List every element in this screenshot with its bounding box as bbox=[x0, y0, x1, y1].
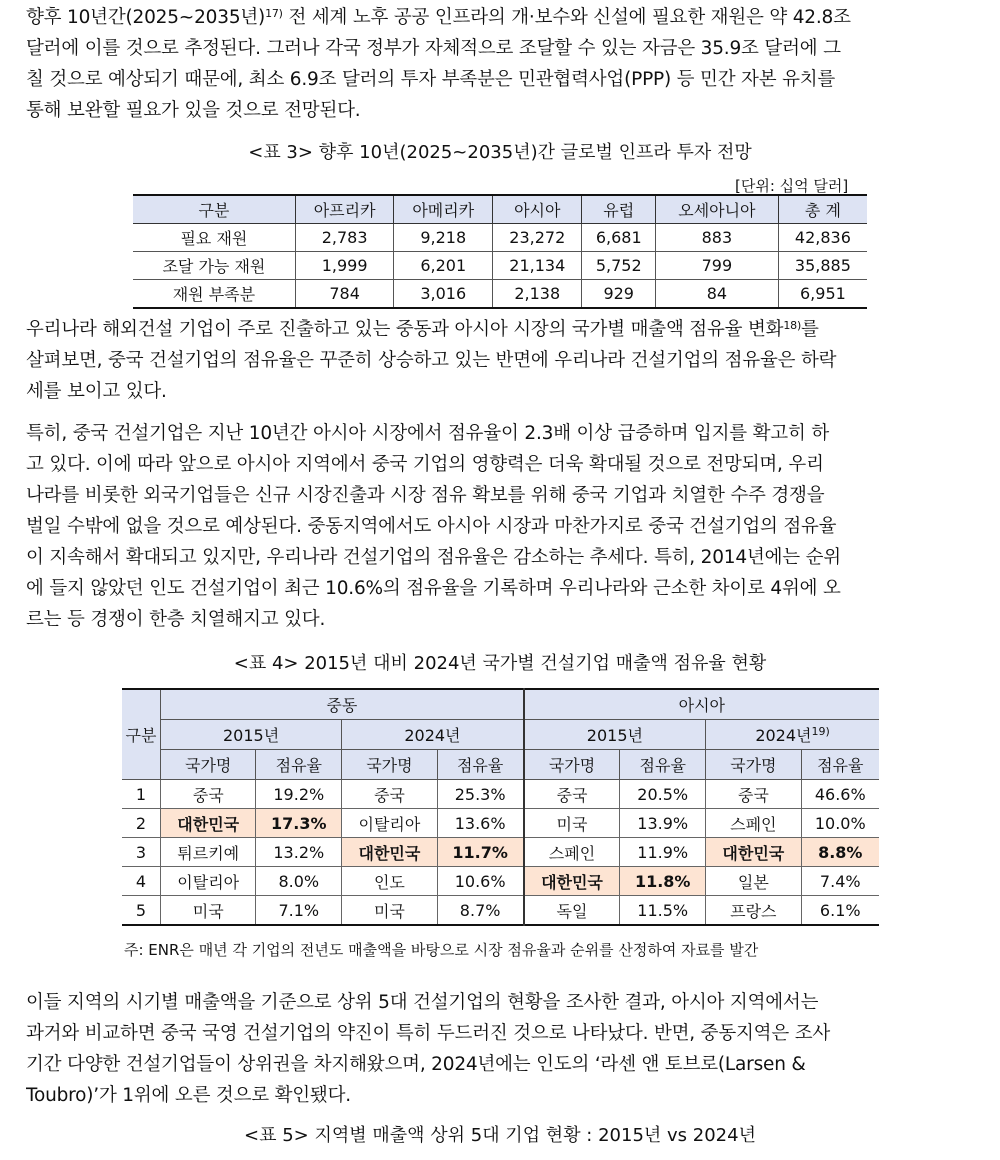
paragraph-market-share-change: 우리나라 해외건설 기업이 주로 진출하고 있는 중동과 아시아 시장의 국가별 매출액 점유율 변화$^{18)}$를 살펴보면, 중국 건설기업의 점유율은 꾸준히 상승하고 있는 반면에 우리나라 건설기업의 점유율은 하락 세를 보이고 있다. bbox=[26, 319, 837, 402]
year-header: 2024년$^{19)}$ bbox=[706, 720, 879, 750]
country-cell-highlight: 대한민국 bbox=[706, 838, 801, 867]
footnote-19: 19) bbox=[811, 725, 830, 738]
paragraph-china-growth: 특히, 중국 건설기업은 지난 10년간 아시아 시장에서 점유율이 2.3배 이상 급증하며 입지를 확고히 하 고 있다. 이에 따라 앞으로 아시아 지역에서 중국 기업의 영향력은 더욱 확대될 것으로 전망되며, 우리 나라를 비롯한 외국기업들은 신규 시장진출과 시장 점유 확보를 위해 중국 기업과 치열한 수주 경쟁을 벌일 수밖에 없을 것으로 예상된다. 중동지역에서도 아시아 시장과 마찬가지로 중국 건설기업의 점유율 이 지속해서 확대되고 있지만, 우리나라 건설기업의 점유율은 감소하는 추세다. 특히, 2014년에는 순위 에 들지 않았던 인도 건설기업이 최근 10.6%의 점유율을 기록하며 우리나라와 근소한 차이로 4위에 오 르는 등 경쟁이 한층 치열해지고 있다. bbox=[26, 423, 841, 630]
table-row bbox=[122, 809, 879, 838]
row-label: 재원 부족분 bbox=[133, 280, 295, 309]
country-cell: 인도 bbox=[342, 867, 437, 896]
group-header: 구분 bbox=[122, 689, 161, 780]
share-cell: 11.5% bbox=[620, 896, 706, 926]
table-cell: 23,272 bbox=[493, 224, 582, 252]
country-cell: 중국 bbox=[161, 780, 256, 809]
table3-unit: [단위: 십억 달러] bbox=[735, 177, 849, 195]
footnote-17: 17) bbox=[265, 7, 283, 20]
share-cell: 7.4% bbox=[801, 867, 879, 896]
col-header: 국가명 bbox=[706, 750, 801, 780]
header-cell: 아프리카 bbox=[295, 195, 394, 224]
share-cell-highlight: 11.8% bbox=[620, 867, 706, 896]
table-cell: 929 bbox=[582, 280, 655, 309]
table-row bbox=[122, 896, 879, 926]
share-cell: 13.9% bbox=[620, 809, 706, 838]
share-cell-highlight: 17.3% bbox=[256, 809, 342, 838]
share-cell: 13.6% bbox=[437, 809, 524, 838]
country-cell: 스페인 bbox=[706, 809, 801, 838]
country-cell: 중국 bbox=[706, 780, 801, 809]
share-cell: 25.3% bbox=[437, 780, 524, 809]
table-row bbox=[122, 867, 879, 896]
table-header-row bbox=[133, 195, 867, 224]
table-header-row bbox=[122, 720, 879, 750]
table-cell: 3,016 bbox=[394, 280, 493, 309]
infra-investment-table bbox=[133, 194, 867, 309]
share-cell: 6.1% bbox=[801, 896, 879, 926]
region-header-asia: 아시아 bbox=[524, 689, 879, 720]
country-cell: 이탈리아 bbox=[161, 867, 256, 896]
market-share-table bbox=[122, 688, 879, 926]
row-label: 조달 가능 재원 bbox=[133, 252, 295, 280]
country-cell: 독일 bbox=[524, 896, 620, 926]
col-header: 점유율 bbox=[620, 750, 706, 780]
year-header: 2015년 bbox=[161, 720, 342, 750]
share-cell: 11.9% bbox=[620, 838, 706, 867]
country-cell: 스페인 bbox=[524, 838, 620, 867]
footnote-18: 18) bbox=[783, 319, 802, 332]
country-cell: 중국 bbox=[342, 780, 437, 809]
col-header: 점유율 bbox=[801, 750, 879, 780]
table4-note: 주: ENR은 매년 각 기업의 전년도 매출액을 바탕으로 시장 점유율과 순위를 산정하여 자료를 발간 bbox=[124, 941, 759, 959]
country-cell-highlight: 대한민국 bbox=[161, 809, 256, 838]
country-cell-highlight: 대한민국 bbox=[524, 867, 620, 896]
table-cell: 6,951 bbox=[778, 280, 867, 309]
table-cell: 799 bbox=[655, 252, 778, 280]
table-row bbox=[122, 780, 879, 809]
share-cell: 7.1% bbox=[256, 896, 342, 926]
table-cell: 1,999 bbox=[295, 252, 394, 280]
table-row bbox=[133, 252, 867, 280]
country-cell: 미국 bbox=[342, 896, 437, 926]
col-header: 국가명 bbox=[161, 750, 256, 780]
country-cell: 미국 bbox=[524, 809, 620, 838]
share-cell: 10.0% bbox=[801, 809, 879, 838]
share-cell: 20.5% bbox=[620, 780, 706, 809]
header-cell: 오세아니아 bbox=[655, 195, 778, 224]
table-row bbox=[133, 280, 867, 309]
header-cell: 총 계 bbox=[778, 195, 867, 224]
share-cell-highlight: 11.7% bbox=[437, 838, 524, 867]
table-cell: 21,134 bbox=[493, 252, 582, 280]
share-cell: 13.2% bbox=[256, 838, 342, 867]
share-cell-highlight: 8.8% bbox=[801, 838, 879, 867]
year-header: 2015년 bbox=[524, 720, 706, 750]
table-cell: 883 bbox=[655, 224, 778, 252]
table-header-row bbox=[122, 689, 879, 720]
col-header: 국가명 bbox=[524, 750, 620, 780]
region-header-middle-east: 중동 bbox=[161, 689, 524, 720]
table-cell: 2,783 bbox=[295, 224, 394, 252]
table-cell: 35,885 bbox=[778, 252, 867, 280]
share-cell: 46.6% bbox=[801, 780, 879, 809]
rank-cell: 3 bbox=[122, 838, 161, 867]
share-cell: 8.0% bbox=[256, 867, 342, 896]
share-cell: 19.2% bbox=[256, 780, 342, 809]
country-cell: 튀르키예 bbox=[161, 838, 256, 867]
country-cell: 미국 bbox=[161, 896, 256, 926]
country-cell: 프랑스 bbox=[706, 896, 801, 926]
table-cell: 784 bbox=[295, 280, 394, 309]
table-cell: 6,201 bbox=[394, 252, 493, 280]
table-row bbox=[133, 224, 867, 252]
rank-cell: 1 bbox=[122, 780, 161, 809]
country-cell-highlight: 대한민국 bbox=[342, 838, 437, 867]
row-label: 필요 재원 bbox=[133, 224, 295, 252]
year-header: 2024년 bbox=[342, 720, 524, 750]
table-cell: 9,218 bbox=[394, 224, 493, 252]
paragraph-infra-outlook: 향후 10년간(2025~2035년)$^{17)}$ 전 세계 노후 공공 인프라의 개·보수와 신설에 필요한 재원은 약 42.8조 달러에 이를 것으로 추정된다. 그러나 각국 정부가 자체적으로 조달할 수 있는 자금은 35.9조 달러에 그 칠 것으로 예상되기 때문에, 최소 6.9조 달러의 투자 부족분은 민관협력사업(PPP) 등 민간 자본 유치를 통해 보완할 필요가 있을 것으로 전망된다. bbox=[26, 7, 851, 121]
share-cell: 10.6% bbox=[437, 867, 524, 896]
rank-cell: 4 bbox=[122, 867, 161, 896]
table-header-row bbox=[122, 750, 879, 780]
table-cell: 6,681 bbox=[582, 224, 655, 252]
country-cell: 일본 bbox=[706, 867, 801, 896]
header-cell: 유럽 bbox=[582, 195, 655, 224]
table-row bbox=[122, 838, 879, 867]
col-header: 점유율 bbox=[256, 750, 342, 780]
country-cell: 중국 bbox=[524, 780, 620, 809]
country-cell: 이탈리아 bbox=[342, 809, 437, 838]
col-header: 점유율 bbox=[437, 750, 524, 780]
table-cell: 2,138 bbox=[493, 280, 582, 309]
table3-caption: <표 3> 향후 10년(2025~2035년)간 글로벌 인프라 투자 전망 bbox=[248, 142, 752, 163]
header-cell: 아메리카 bbox=[394, 195, 493, 224]
table-cell: 84 bbox=[655, 280, 778, 309]
header-cell: 구분 bbox=[133, 195, 295, 224]
rank-cell: 2 bbox=[122, 809, 161, 838]
table5-caption: <표 5> 지역별 매출액 상위 5대 기업 현황 : 2015년 vs 2024년 bbox=[244, 1125, 756, 1146]
table-cell: 42,836 bbox=[778, 224, 867, 252]
rank-cell: 5 bbox=[122, 896, 161, 926]
col-header: 국가명 bbox=[342, 750, 437, 780]
share-cell: 8.7% bbox=[437, 896, 524, 926]
paragraph-top5-firms: 이들 지역의 시기별 매출액을 기준으로 상위 5대 건설기업의 현황을 조사한 결과, 아시아 지역에서는 과거와 비교하면 중국 국영 건설기업의 약진이 특히 두드러진 것으로 나타났다. 반면, 중동지역은 조사 기간 다양한 건설기업들이 상위권을 차지해왔으며, 2024년에는 인도의 ‘라센 앤 토브로(Larsen & Toubro)’가 1위에 오른 것으로 확인됐다. bbox=[26, 992, 831, 1106]
header-cell: 아시아 bbox=[493, 195, 582, 224]
table4-caption: <표 4> 2015년 대비 2024년 국가별 건설기업 매출액 점유율 현황 bbox=[233, 653, 767, 674]
table-cell: 5,752 bbox=[582, 252, 655, 280]
